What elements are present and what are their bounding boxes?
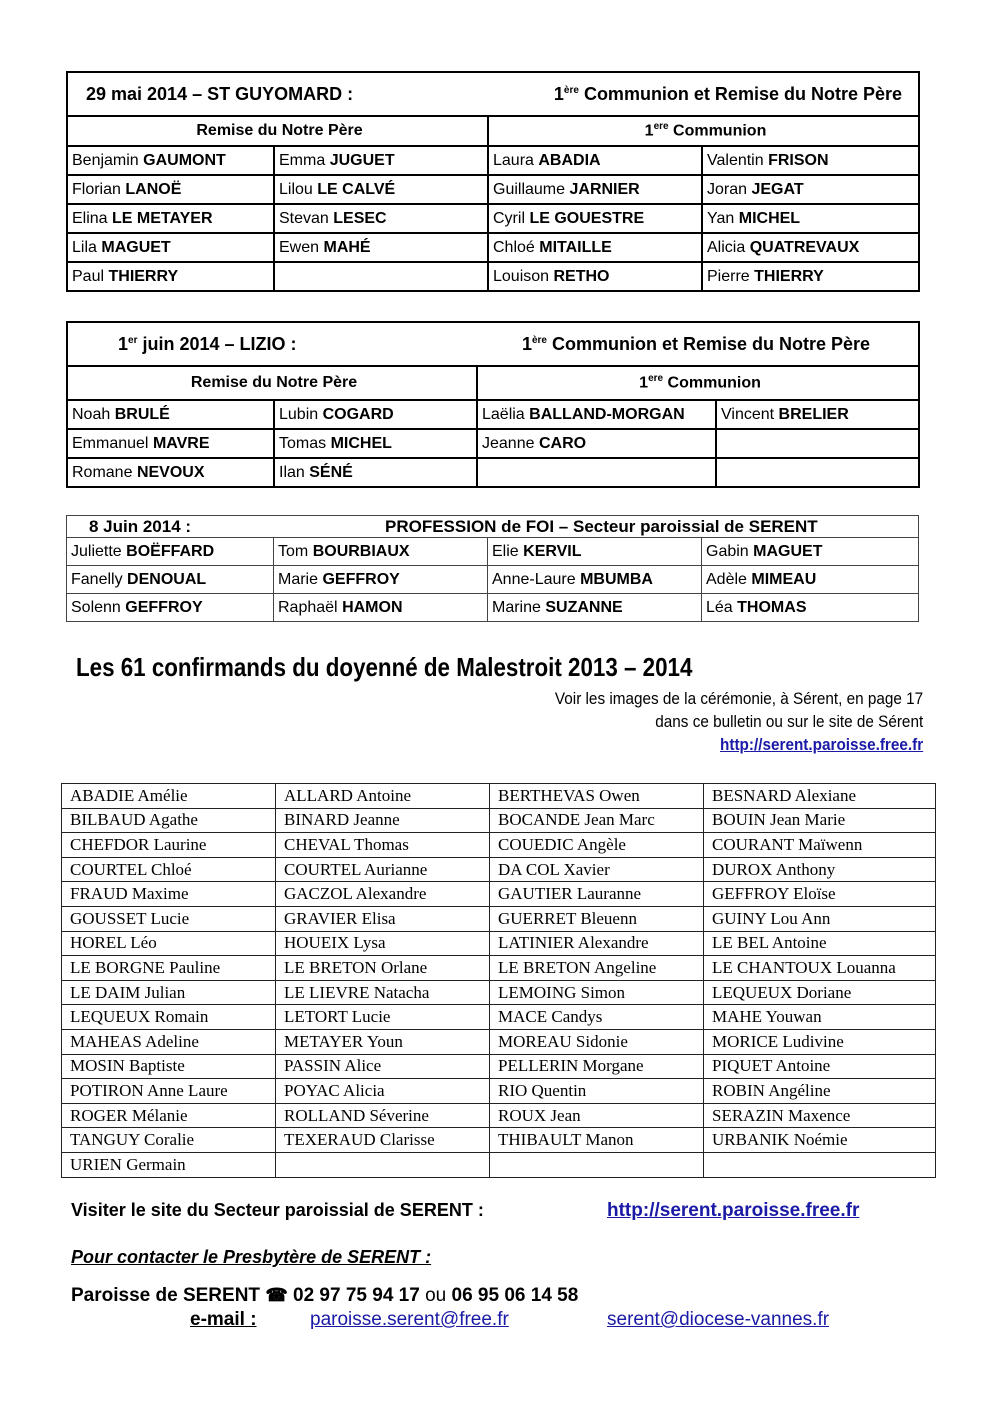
last-name: KERVIL	[523, 542, 582, 560]
name-cell	[274, 175, 488, 204]
last-name: JUGUET	[329, 151, 395, 169]
name-cell	[488, 262, 702, 291]
confirmand-cell: PASSIN Alice	[276, 1054, 490, 1079]
last-name: BOURBIAUX	[312, 542, 410, 560]
last-name: MAGUET	[753, 542, 823, 560]
confirmand-cell: ROUX Jean	[490, 1103, 704, 1128]
last-name: QUATREVAUX	[749, 238, 860, 256]
first-name: Joran	[707, 180, 748, 198]
name-cell	[488, 566, 702, 594]
last-name: BOËFFARD	[126, 542, 215, 560]
name-cell	[488, 233, 702, 262]
confirmand-cell: COURANT Maïwenn	[704, 833, 936, 858]
name-cell	[67, 175, 274, 204]
confirmand-cell	[704, 1152, 936, 1177]
table-row	[62, 1128, 936, 1153]
name-cell	[67, 262, 274, 291]
first-name: Anne-Laure	[492, 570, 576, 588]
confirmand-cell: TEXERAUD Clarisse	[276, 1128, 490, 1153]
name-cell	[702, 233, 919, 262]
last-name: THIERRY	[108, 267, 179, 285]
confirmand-cell: MAHEAS Adeline	[62, 1029, 276, 1054]
confirmand-cell: THIBAULT Manon	[490, 1128, 704, 1153]
confirmand-cell: FRAUD Maxime	[62, 882, 276, 907]
section-header-row	[67, 322, 919, 366]
last-name: GEFFROY	[125, 598, 203, 616]
confirmand-cell: HOREL Léo	[62, 931, 276, 956]
last-name: LESEC	[333, 209, 387, 227]
section-header-row	[67, 72, 919, 116]
last-name: SÉNÉ	[309, 463, 353, 481]
last-name: HAMON	[342, 598, 403, 616]
table-row	[62, 857, 936, 882]
name-cell	[702, 538, 919, 566]
name-cell	[702, 594, 919, 622]
event-title: 1ère Communion et Remise du Notre Père	[521, 333, 871, 354]
last-name: DENOUAL	[127, 570, 207, 588]
parish-label: Paroisse de SERENT	[71, 1285, 261, 1306]
confirmand-cell: LEQUEUX Romain	[62, 1005, 276, 1030]
confirmand-cell: GUINY Lou Ann	[704, 906, 936, 931]
first-name: Elie	[492, 542, 519, 560]
first-name: Benjamin	[72, 151, 139, 169]
first-name: Noah	[72, 405, 111, 423]
name-cell	[274, 458, 477, 487]
email-label: e-mail :	[190, 1309, 257, 1330]
confirmand-cell: BILBAUD Agathe	[62, 808, 276, 833]
name-cell	[67, 594, 274, 622]
confirmand-cell: LEMOING Simon	[490, 980, 704, 1005]
name-cell	[274, 429, 477, 458]
first-name: Solenn	[71, 598, 121, 616]
first-name: Alicia	[707, 238, 746, 256]
confirmand-cell: LATINIER Alexandre	[490, 931, 704, 956]
confirmand-cell: ALLARD Antoine	[276, 784, 490, 809]
last-name: MAVRE	[152, 434, 210, 452]
table-row	[62, 1079, 936, 1104]
confirmand-cell: POTIRON Anne Laure	[62, 1079, 276, 1104]
first-name: Pierre	[707, 267, 750, 285]
confirmand-cell	[276, 1152, 490, 1177]
confirmand-cell: GUERRET Bleuenn	[490, 906, 704, 931]
confirmands-heading: Les 61 confirmands du doyenné de Malestroit 2013 – 2014	[76, 652, 693, 682]
last-name: ABADIA	[538, 151, 601, 169]
first-name: Raphaël	[278, 598, 338, 616]
last-name: JEGAT	[751, 180, 804, 198]
ceremony-note-line2: dans ce bulletin ou sur le site de Sérent	[655, 712, 923, 731]
name-cell	[488, 175, 702, 204]
first-name: Cyril	[493, 209, 525, 227]
name-cell	[716, 429, 919, 458]
name-cell	[274, 262, 488, 291]
first-name: Adèle	[706, 570, 747, 588]
last-name: NEVOUX	[136, 463, 205, 481]
table-row	[62, 1029, 936, 1054]
confirmand-cell: ROBIN Angéline	[704, 1079, 936, 1104]
confirmand-cell: BERTHEVAS Owen	[490, 784, 704, 809]
first-name: Jeanne	[482, 434, 535, 452]
table-row	[67, 233, 919, 262]
table-row	[62, 784, 936, 809]
confirmand-cell: DA COL Xavier	[490, 857, 704, 882]
confirmand-cell: LE CHANTOUX Louanna	[704, 956, 936, 981]
last-name: MIMEAU	[751, 570, 817, 588]
st-guyomard-table	[66, 71, 920, 292]
confirmand-cell: POYAC Alicia	[276, 1079, 490, 1104]
section-header	[67, 322, 919, 366]
confirmand-cell: GACZOL Alexandre	[276, 882, 490, 907]
first-name: Fanelly	[71, 570, 123, 588]
name-cell	[702, 204, 919, 233]
table-row	[67, 538, 919, 566]
confirmand-cell: HOUEIX Lysa	[276, 931, 490, 956]
phone-number-1: 02 97 75 94 17	[293, 1285, 420, 1306]
profession-de-foi-table	[66, 515, 919, 622]
last-name: GEFFROY	[322, 570, 400, 588]
name-cell	[274, 146, 488, 175]
first-name: Romane	[72, 463, 133, 481]
name-cell	[67, 566, 274, 594]
first-name: Paul	[72, 267, 105, 285]
table-row	[62, 808, 936, 833]
confirmand-cell: LE BRETON Angeline	[490, 956, 704, 981]
confirmand-cell: METAYER Youn	[276, 1029, 490, 1054]
last-name: LE CALVÉ	[317, 180, 396, 198]
column-header-right: 1ere Communion	[477, 366, 919, 400]
confirmand-cell: LE BORGNE Pauline	[62, 956, 276, 981]
first-name: Marine	[492, 598, 541, 616]
first-name: Ewen	[279, 238, 320, 256]
last-name: THIERRY	[754, 267, 824, 285]
event-date-title: 8 Juin 2014 :	[89, 516, 192, 536]
confirmand-cell: PIQUET Antoine	[704, 1054, 936, 1079]
name-cell	[488, 146, 702, 175]
confirmand-cell: BINARD Jeanne	[276, 808, 490, 833]
name-cell	[274, 566, 488, 594]
table-row	[67, 146, 919, 175]
last-name: MITAILLE	[539, 238, 612, 256]
table-row	[62, 882, 936, 907]
last-name: LANOË	[125, 180, 182, 198]
name-cell	[67, 233, 274, 262]
first-name: Valentin	[707, 151, 764, 169]
last-name: MBUMBA	[580, 570, 653, 588]
event-title: 1ère Communion et Remise du Notre Père	[553, 83, 902, 104]
confirmand-cell: BESNARD Alexiane	[704, 784, 936, 809]
first-name: Ilan	[279, 463, 305, 481]
table-row	[62, 1152, 936, 1177]
column-header-row	[67, 116, 919, 146]
last-name: RETHO	[553, 267, 610, 285]
confirmand-cell: MAHE Youwan	[704, 1005, 936, 1030]
confirmand-cell: LE BRETON Orlane	[276, 956, 490, 981]
table-row	[67, 429, 919, 458]
first-name: Florian	[72, 180, 121, 198]
last-name: MAGUET	[101, 238, 171, 256]
event-date-title: 1er juin 2014 – LIZIO :	[118, 333, 297, 354]
section-header	[67, 72, 919, 116]
lizio-table	[66, 321, 920, 488]
first-name: Tom	[278, 542, 309, 560]
first-name: Laëlia	[482, 405, 525, 423]
table-row	[62, 906, 936, 931]
confirmand-cell: RIO Quentin	[490, 1079, 704, 1104]
confirmand-cell: BOUIN Jean Marie	[704, 808, 936, 833]
confirmand-cell: SERAZIN Maxence	[704, 1103, 936, 1128]
last-name: GAUMONT	[143, 151, 226, 169]
confirmand-cell: BOCANDE Jean Marc	[490, 808, 704, 833]
first-name: Emma	[279, 151, 326, 169]
first-name: Stevan	[279, 209, 329, 227]
name-cell	[67, 538, 274, 566]
confirmand-cell: MOREAU Sidonie	[490, 1029, 704, 1054]
confirmand-cell: ROGER Mélanie	[62, 1103, 276, 1128]
or-word: ou	[425, 1285, 447, 1306]
confirmand-cell: LETORT Lucie	[276, 1005, 490, 1030]
column-header-left: Remise du Notre Père	[67, 116, 488, 146]
first-name: Léa	[706, 598, 733, 616]
confirmands-table	[61, 783, 936, 1178]
ceremony-site-link[interactable]: http://serent.paroisse.free.fr	[719, 735, 923, 754]
first-name: Emmanuel	[72, 434, 149, 452]
confirmand-cell: COURTEL Aurianne	[276, 857, 490, 882]
last-name: MICHEL	[330, 434, 392, 452]
table-row	[67, 594, 919, 622]
last-name: THOMAS	[737, 598, 807, 616]
name-cell	[702, 262, 919, 291]
name-cell	[716, 400, 919, 429]
visit-site-link[interactable]: http://serent.paroisse.free.fr	[607, 1200, 860, 1221]
table-row	[67, 262, 919, 291]
first-name: Yan	[707, 209, 735, 227]
first-name: Guillaume	[493, 180, 566, 198]
first-name: Vincent	[721, 405, 775, 423]
last-name: MICHEL	[738, 209, 801, 227]
first-name: Lilou	[279, 180, 313, 198]
event-title: PROFESSION de FOI – Secteur paroissial de SERENT	[385, 516, 818, 536]
table-row	[62, 1103, 936, 1128]
confirmand-cell: ROLLAND Séverine	[276, 1103, 490, 1128]
visit-label: Visiter le site du Secteur paroissial de SERENT :	[71, 1200, 484, 1220]
last-name: LE METAYER	[112, 209, 213, 227]
last-name: BRELIER	[778, 405, 849, 423]
table-row	[62, 956, 936, 981]
name-cell	[274, 400, 477, 429]
confirmand-cell: LE BEL Antoine	[704, 931, 936, 956]
confirmand-cell: URBANIK Noémie	[704, 1128, 936, 1153]
confirmand-cell: URIEN Germain	[62, 1152, 276, 1177]
confirmand-cell: LE LIEVRE Natacha	[276, 980, 490, 1005]
last-name: LE GOUESTRE	[529, 209, 645, 227]
confirmand-cell: CHEFDOR Laurine	[62, 833, 276, 858]
confirmand-cell: GOUSSET Lucie	[62, 906, 276, 931]
name-cell	[67, 204, 274, 233]
last-name: MAHÉ	[323, 238, 371, 256]
confirmand-cell: GRAVIER Elisa	[276, 906, 490, 931]
table-row	[62, 980, 936, 1005]
contact-phones	[71, 1285, 578, 1307]
table-row	[67, 175, 919, 204]
first-name: Gabin	[706, 542, 749, 560]
first-name: Chloé	[493, 238, 535, 256]
name-cell	[274, 204, 488, 233]
first-name: Juliette	[71, 542, 122, 560]
confirmand-cell: LE DAIM Julian	[62, 980, 276, 1005]
name-cell	[274, 538, 488, 566]
last-name: CARO	[538, 434, 587, 452]
confirmand-cell: ABADIE Amélie	[62, 784, 276, 809]
first-name: Lubin	[279, 405, 319, 423]
confirmand-cell: DUROX Anthony	[704, 857, 936, 882]
first-name: Lila	[72, 238, 97, 256]
column-header-row	[67, 366, 919, 400]
confirmand-cell: COURTEL Chloé	[62, 857, 276, 882]
ceremony-note-line1: Voir les images de la cérémonie, à Sérent, en page 17	[554, 689, 923, 708]
table-row	[62, 1005, 936, 1030]
email-link-1[interactable]: paroisse.serent@free.fr	[310, 1309, 509, 1330]
table-row	[67, 458, 919, 487]
column-header-left: Remise du Notre Père	[67, 366, 477, 400]
confirmand-cell: COUEDIC Angèle	[490, 833, 704, 858]
confirmand-cell: CHEVAL Thomas	[276, 833, 490, 858]
table-row	[67, 400, 919, 429]
phone-icon: ☎	[265, 1285, 288, 1305]
confirmand-cell: TANGUY Coralie	[62, 1128, 276, 1153]
name-cell	[488, 538, 702, 566]
name-cell	[67, 458, 274, 487]
name-cell	[67, 429, 274, 458]
last-name: JARNIER	[569, 180, 640, 198]
section-header	[67, 516, 919, 538]
name-cell	[274, 233, 488, 262]
table-row	[67, 204, 919, 233]
confirmand-cell: LEQUEUX Doriane	[704, 980, 936, 1005]
first-name: Laura	[493, 151, 534, 169]
email-link-2[interactable]: serent@diocese-vannes.fr	[607, 1309, 830, 1330]
name-cell	[67, 146, 274, 175]
confirmand-cell: MORICE Ludivine	[704, 1029, 936, 1054]
name-cell	[477, 400, 716, 429]
last-name: FRISON	[768, 151, 829, 169]
last-name: BRULÉ	[114, 405, 170, 423]
ceremony-note	[555, 687, 923, 756]
confirmand-cell: GEFFROY Eloïse	[704, 882, 936, 907]
name-cell	[488, 594, 702, 622]
first-name: Louison	[493, 267, 550, 285]
last-name: SUZANNE	[545, 598, 623, 616]
name-cell	[702, 175, 919, 204]
first-name: Tomas	[279, 434, 327, 452]
table-row	[67, 566, 919, 594]
name-cell	[702, 566, 919, 594]
name-cell	[477, 458, 716, 487]
confirmand-cell: MACE Candys	[490, 1005, 704, 1030]
phone-number-2: 06 95 06 14 58	[451, 1285, 579, 1306]
last-name: COGARD	[322, 405, 394, 423]
event-date-title: 29 mai 2014 – ST GUYOMARD :	[86, 83, 354, 104]
section-header-row	[67, 516, 919, 538]
column-header-right: 1ere Communion	[488, 116, 919, 146]
table-row	[62, 1054, 936, 1079]
table-row	[62, 833, 936, 858]
first-name: Elina	[72, 209, 108, 227]
name-cell	[702, 146, 919, 175]
table-row	[62, 931, 936, 956]
confirmand-cell: PELLERIN Morgane	[490, 1054, 704, 1079]
confirmand-cell: MOSIN Baptiste	[62, 1054, 276, 1079]
name-cell	[274, 594, 488, 622]
contact-heading: Pour contacter le Presbytère de SERENT :	[71, 1247, 432, 1267]
name-cell	[67, 400, 274, 429]
confirmand-cell	[490, 1152, 704, 1177]
first-name: Marie	[278, 570, 319, 588]
name-cell	[477, 429, 716, 458]
confirmand-cell: GAUTIER Lauranne	[490, 882, 704, 907]
name-cell	[488, 204, 702, 233]
last-name: BALLAND-MORGAN	[529, 405, 685, 423]
name-cell	[716, 458, 919, 487]
